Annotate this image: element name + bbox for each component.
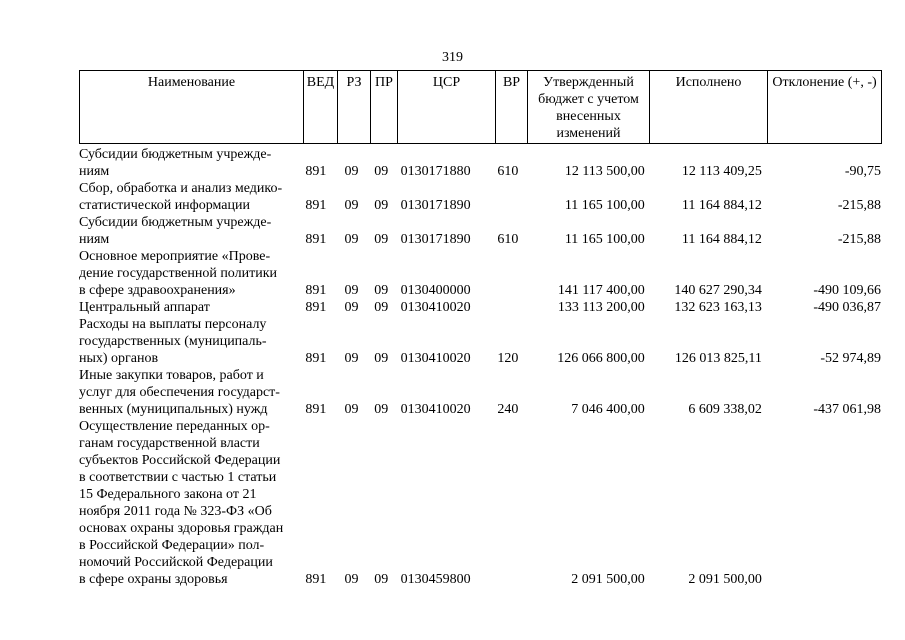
cell-deviation: -52 974,89: [820, 351, 881, 366]
cell-pr: 09: [374, 198, 389, 213]
cell-budget: 7 046 400,00: [571, 402, 645, 417]
cell-rz: 09: [344, 572, 359, 587]
cell-csr: 0130410020: [400, 351, 471, 366]
cell-name: Иные закупки товаров, работ и услуг для обеспечения государст- венных (муниципальных) нужд: [79, 368, 280, 417]
cell-deviation: -90,75: [844, 164, 881, 179]
cell-pr: 09: [374, 283, 389, 298]
cell-name: Сбор, обработка и анализ медико- статистической информации: [79, 181, 283, 213]
cell-ved: 891: [305, 283, 327, 298]
table-row: [79, 248, 881, 299]
cell-done: 126 013 825,11: [674, 351, 762, 366]
header-csr: ЦСР: [398, 71, 496, 144]
cell-pr: 09: [374, 300, 389, 315]
cell-done: 132 623 163,13: [674, 300, 762, 315]
cell-done: 2 091 500,00: [688, 572, 762, 587]
cell-budget: 12 113 500,00: [564, 164, 645, 179]
cell-name: Основное мероприятие «Прове- дение государственной политики в сфере здравоохранения»: [79, 249, 278, 298]
cell-done: 140 627 290,34: [674, 283, 762, 298]
cell-rz: 09: [344, 164, 359, 179]
cell-ved: 891: [305, 351, 327, 366]
cell-csr: 0130171890: [400, 198, 471, 213]
table-row: [79, 367, 881, 418]
cell-vr: 610: [497, 164, 519, 179]
cell-ved: 891: [305, 164, 327, 179]
cell-pr: 09: [374, 351, 389, 366]
cell-budget: 2 091 500,00: [571, 572, 645, 587]
header-ved: ВЕД: [304, 71, 338, 144]
cell-deviation: -215,88: [837, 232, 881, 247]
table-row: [79, 299, 881, 316]
cell-csr: 0130171890: [400, 232, 471, 247]
cell-ved: 891: [305, 232, 327, 247]
cell-deviation: -490 109,66: [813, 283, 881, 298]
cell-csr: 0130459800: [400, 572, 471, 587]
cell-pr: 09: [374, 402, 389, 417]
header-rz: РЗ: [338, 71, 371, 144]
cell-rz: 09: [344, 402, 359, 417]
cell-csr: 0130410020: [400, 300, 471, 315]
cell-ved: 891: [305, 300, 327, 315]
header-budget: Утвержденный бюджет с учетом внесенных изменений: [528, 71, 650, 144]
cell-done: 11 164 884,12: [681, 232, 762, 247]
cell-name: Субсидии бюджетным учрежде- ниям: [79, 147, 272, 179]
cell-done: 11 164 884,12: [681, 198, 762, 213]
cell-pr: 09: [374, 164, 389, 179]
header-name: Наименование: [80, 71, 304, 144]
cell-rz: 09: [344, 232, 359, 247]
cell-rz: 09: [344, 198, 359, 213]
table-body: [79, 146, 881, 588]
cell-ved: 891: [305, 402, 327, 417]
cell-name: Осуществление переданных ор- ганам государственной власти субъектов Российской Федерации в соответствии с частью 1 статьи 15 Федерального закона от 21 ноября 2011 года № 323-ФЗ «Об основах охраны здоровья граждан в Российской Федерации» пол- номочий Российской Федерации в сфере охраны здоровья: [79, 419, 284, 587]
cell-name: Субсидии бюджетным учрежде- ниям: [79, 215, 272, 247]
cell-budget: 141 117 400,00: [557, 283, 645, 298]
page-number: 319: [442, 50, 463, 65]
cell-budget: 11 165 100,00: [564, 232, 645, 247]
cell-vr: 240: [497, 402, 519, 417]
cell-rz: 09: [344, 283, 359, 298]
cell-vr: 610: [497, 232, 519, 247]
header-vr: ВР: [496, 71, 528, 144]
cell-vr: 120: [497, 351, 519, 366]
table-row: [79, 418, 881, 588]
cell-pr: 09: [374, 232, 389, 247]
cell-csr: 0130400000: [400, 283, 471, 298]
header-deviation: Отклонение (+, -): [768, 71, 882, 144]
cell-deviation: -490 036,87: [813, 300, 881, 315]
header-pr: ПР: [371, 71, 398, 144]
cell-deviation: -215,88: [837, 198, 881, 213]
table-header: [79, 70, 882, 144]
cell-ved: 891: [305, 572, 327, 587]
cell-pr: 09: [374, 572, 389, 587]
cell-csr: 0130410020: [400, 402, 471, 417]
cell-deviation: -437 061,98: [813, 402, 881, 417]
cell-rz: 09: [344, 300, 359, 315]
cell-budget: 126 066 800,00: [557, 351, 645, 366]
cell-done: 12 113 409,25: [681, 164, 762, 179]
cell-budget: 133 113 200,00: [557, 300, 645, 315]
cell-name: Расходы на выплаты персоналу государственных (муниципаль- ных) органов: [79, 317, 267, 366]
table-row: [79, 316, 881, 367]
table-row: [79, 180, 881, 214]
table-row: [79, 146, 881, 180]
cell-ved: 891: [305, 198, 327, 213]
cell-budget: 11 165 100,00: [564, 198, 645, 213]
cell-done: 6 609 338,02: [688, 402, 762, 417]
header-done: Исполнено: [650, 71, 768, 144]
cell-name: Центральный аппарат: [79, 300, 210, 315]
table-row: [79, 214, 881, 248]
cell-csr: 0130171880: [400, 164, 471, 179]
cell-rz: 09: [344, 351, 359, 366]
